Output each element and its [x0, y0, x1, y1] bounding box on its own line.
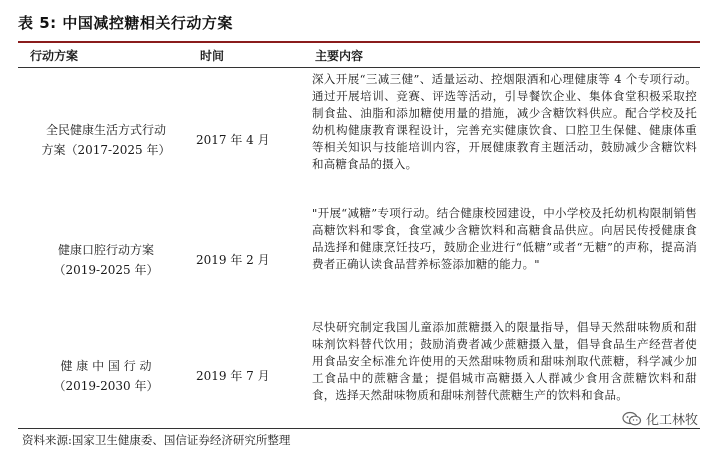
row-plan	[22, 356, 190, 396]
row-content: 深入开展“三减三健”、适量运动、控烟限酒和心理健康等 4 个专项行动。通过开展培训、竞赛、评选等活动，引导餐饮企业、集体食堂积极采取控制食盐、油脂和添加糖使用量的措施，减少含糖饮料供应。配合学校及托幼机构健康教育课程设计，完善充实健康饮食、口腔卫生保健、健康体重等相关知识与技能培训内容，开展健康教育主题活动，鼓励减少含糖饮料和高糖食品的摄入。	[312, 72, 697, 171]
header-content: 主要内容	[315, 49, 364, 63]
row-plan-line1: 健康口腔行动方案	[57, 243, 154, 257]
row-content: "开展“减糖”专项行动。结合健康校园建设，中小学校及托幼机构限制销售高糖饮料和零食，食堂减少含糖饮料和高糖食品供应。向居民传授健康食品选择和健康烹饪技巧，鼓励企业进行“低糖”或者“无糖”的声称，提高消费者正确认读食品营养标签添加糖的能力。"	[312, 206, 697, 271]
row-plan-line1: 全民健康生活方式行动	[45, 123, 166, 137]
table-title: 表 5: 中国减控糖相关行动方案	[18, 14, 233, 32]
row-plan	[22, 120, 190, 160]
row-plan-line2: （2019-2030 年）	[53, 379, 159, 393]
title-rule	[18, 41, 700, 43]
row-time: 2019 年 7 月	[196, 369, 270, 383]
wechat-icon	[622, 411, 642, 427]
watermark-text: 化工林牧	[645, 413, 698, 428]
header-plan: 行动方案	[30, 49, 79, 63]
source-note: 资料来源:国家卫生健康委、国信证券经济研究所整理	[22, 433, 291, 447]
row-content: 尽快研究制定我国儿童添加蔗糖摄入的限量指导，倡导天然甜味物质和甜味剂饮料替代饮用；鼓励消费者减少蔗糖摄入量，倡导食品生产经营者使用食品安全标准允许使用的天然甜味物质和甜味剂取代蔗糖，科学减少加工食品中的蔗糖含量；提倡城市高糖摄入人群减少食用含蔗糖饮料和甜食，选择天然甜味物质和甜味剂替代蔗糖生产的饮料和食品。	[312, 320, 697, 402]
row-plan-line2: 方案（2017-2025 年）	[41, 143, 171, 157]
row-plan-line2: （2019-2025 年）	[53, 263, 159, 277]
header-time: 时间	[200, 49, 225, 63]
header-rule	[18, 67, 700, 68]
watermark	[622, 409, 698, 428]
row-time: 2019 年 2 月	[196, 253, 270, 267]
row-plan-line1: 健 康 中 国 行 动	[60, 359, 152, 373]
table-bottom-rule	[18, 428, 700, 429]
row-plan	[22, 240, 190, 280]
row-time: 2017 年 4 月	[196, 133, 270, 147]
